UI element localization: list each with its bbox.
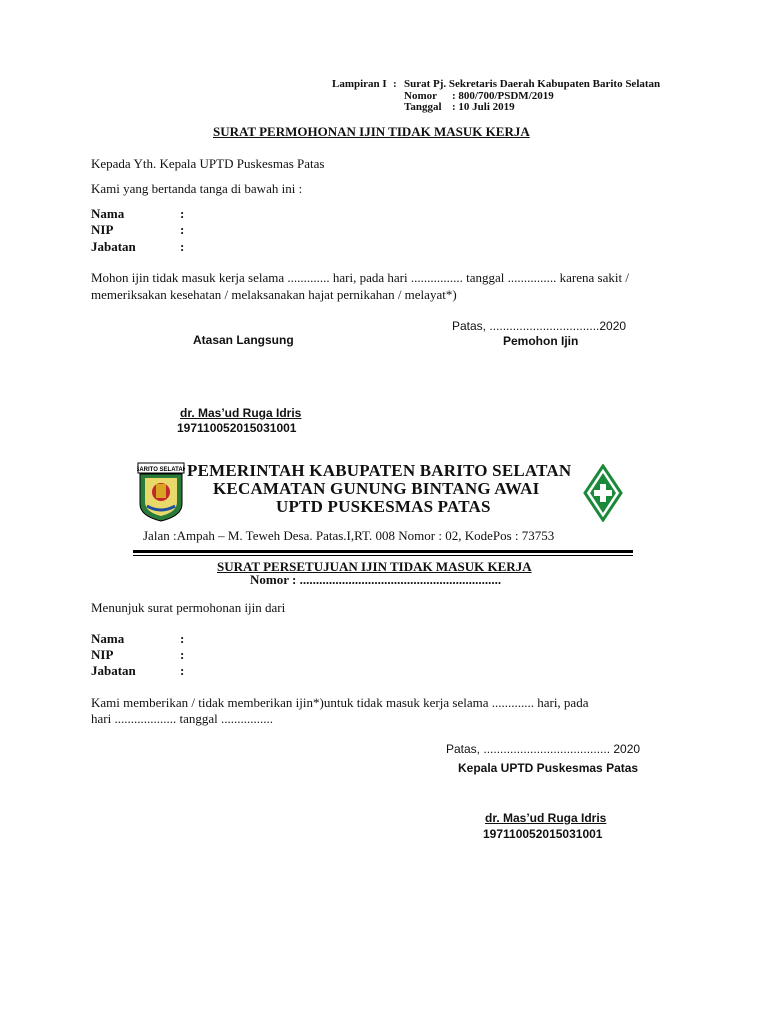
lampiran-sep: :	[393, 78, 397, 90]
persetujuan-body-2: hari ................... tanggal ................	[91, 711, 273, 726]
kepala-role: Kepala UPTD Puskesmas Patas	[458, 761, 639, 775]
signer-name-2: dr. Mas’ud Ruga Idris	[485, 811, 607, 825]
menunjuk-line: Menunjuk surat permohonan ijin dari	[91, 600, 286, 615]
letterhead-line-1: PEMERINTAH KABUPATEN BARITO SELATAN	[187, 461, 572, 480]
intro-line: Kami yang bertanda tanga di bawah ini :	[91, 181, 303, 196]
jabatan-label: Jabatan	[91, 239, 136, 254]
signer-nip-2: 197110052015031001	[483, 827, 603, 841]
letterhead-divider-thin	[133, 555, 633, 556]
body-line-1: Mohon ijin tidak masuk kerja selama ............. hari, pada hari ................ tanggal ............... karena sakit /	[91, 270, 629, 285]
lampiran-value: Surat Pj. Sekretaris Daerah Kabupaten Barito Selatan	[404, 78, 661, 90]
tanggal-label: Tanggal	[404, 101, 442, 113]
nama-sep: :	[180, 206, 185, 221]
persetujuan-body-1: Kami memberikan / tidak memberikan ijin*)untuk tidak masuk kerja selama ............. hari, pada	[91, 695, 589, 710]
jabatan-label-2: Jabatan	[91, 663, 136, 678]
letterhead-line-2: KECAMATAN GUNUNG BINTANG AWAI	[213, 479, 540, 498]
letterhead-address: Jalan :Ampah – M. Teweh Desa. Patas.I,RT. 008 Nomor : 02, KodePos : 73753	[143, 528, 555, 543]
persetujuan-title: SURAT PERSETUJUAN IJIN TIDAK MASUK KERJA	[217, 559, 532, 574]
nama-label: Nama	[91, 206, 125, 221]
regency-logo	[137, 462, 185, 522]
nip-label-2: NIP	[91, 647, 114, 662]
body-line-2: memeriksakan kesehatan / melaksanakan hajat pernikahan / melayat*)	[91, 287, 457, 302]
permohonan-title: SURAT PERMOHONAN IJIN TIDAK MASUK KERJA	[213, 124, 530, 139]
nomor-value: : 800/700/PSDM/2019	[452, 90, 554, 102]
nama-sep-2: :	[180, 631, 185, 646]
nip-label: NIP	[91, 222, 114, 237]
atasan-role: Atasan Langsung	[193, 333, 294, 347]
puskesmas-logo	[583, 464, 623, 522]
recipient-line: Kepada Yth. Kepala UPTD Puskesmas Patas	[91, 156, 325, 171]
place-date: Patas, .................................2020	[452, 319, 627, 333]
nomor-label: Nomor	[404, 90, 437, 102]
jabatan-sep: :	[180, 239, 185, 254]
signer-nip: 197110052015031001	[177, 421, 297, 435]
letterhead-divider-thick	[133, 550, 633, 553]
letterhead-line-3: UPTD PUSKESMAS PATAS	[276, 497, 491, 516]
place-date-2: Patas, ...................................... 2020	[446, 742, 641, 756]
nip-sep: :	[180, 222, 185, 237]
lampiran-label: Lampiran I	[332, 78, 387, 90]
nip-sep-2: :	[180, 647, 185, 662]
persetujuan-nomor: Nomor : ..............................................................	[250, 572, 502, 587]
signer-name: dr. Mas’ud Ruga Idris	[180, 406, 302, 420]
nama-label-2: Nama	[91, 631, 125, 646]
pemohon-role: Pemohon Ijin	[503, 334, 579, 348]
jabatan-sep-2: :	[180, 663, 185, 678]
tanggal-value: : 10 Juli 2019	[452, 101, 515, 113]
logo-label: BARITO SELATAN	[137, 467, 185, 473]
